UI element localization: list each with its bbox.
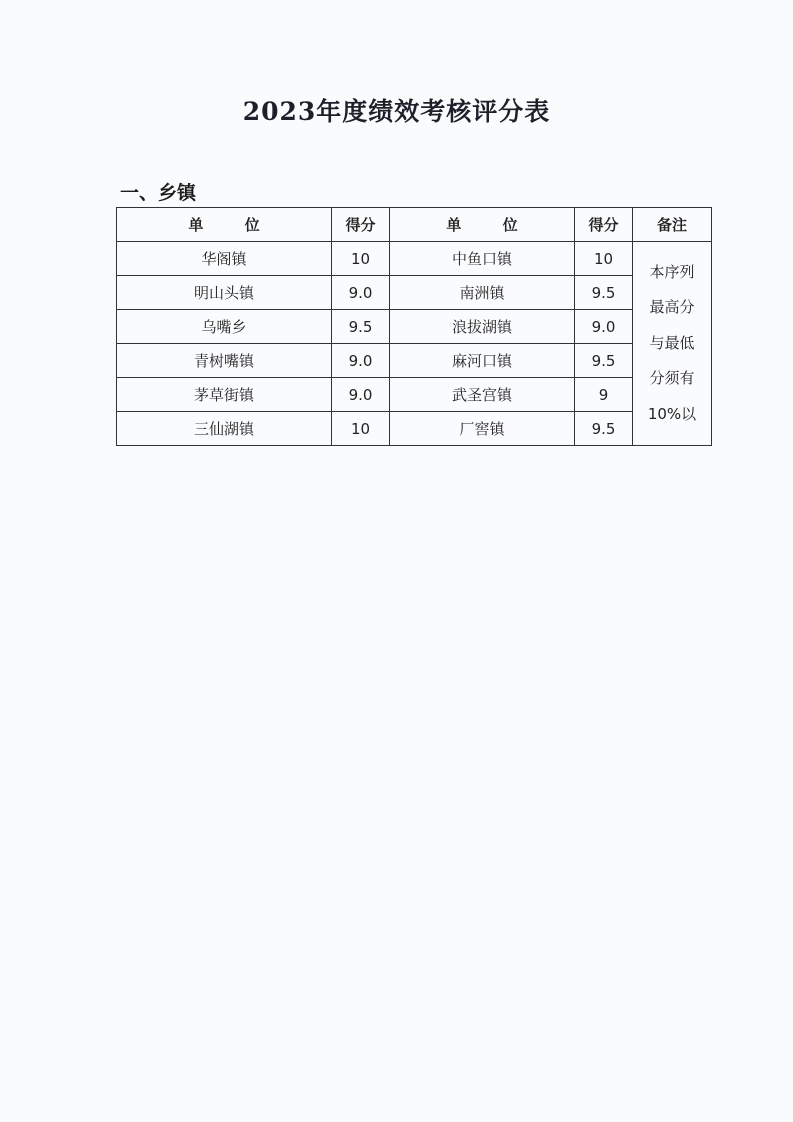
- score-table: [116, 207, 712, 446]
- score-value: 10: [575, 242, 633, 276]
- header-unit-right: 单 位: [390, 208, 575, 242]
- header-unit-left: 单 位: [117, 208, 332, 242]
- score-value: 9.0: [332, 276, 390, 310]
- header-note: 备注: [633, 208, 712, 242]
- note-line: 分须有: [649, 369, 695, 388]
- unit-name: 乌嘴乡: [117, 310, 332, 344]
- table-row: [117, 344, 712, 378]
- unit-name: 华阁镇: [117, 242, 332, 276]
- table-header-row: [117, 208, 712, 242]
- score-value: 9: [575, 378, 633, 412]
- score-value: 9.5: [575, 344, 633, 378]
- unit-name: 武圣宫镇: [390, 378, 575, 412]
- unit-name: 厂窖镇: [390, 412, 575, 446]
- note-line: 10%以: [647, 404, 697, 423]
- table-row: [117, 242, 712, 276]
- table-row: [117, 310, 712, 344]
- unit-name: 南洲镇: [390, 276, 575, 310]
- unit-name: 麻河口镇: [390, 344, 575, 378]
- table-row: [117, 412, 712, 446]
- score-value: 9.0: [332, 378, 390, 412]
- score-value: 9.5: [332, 310, 390, 344]
- page-title: 2023年度绩效考核评分表: [242, 97, 551, 126]
- score-value: 9.5: [575, 276, 633, 310]
- note-line: 与最低: [649, 333, 695, 352]
- unit-name: 茅草街镇: [117, 378, 332, 412]
- unit-name: 三仙湖镇: [117, 412, 332, 446]
- score-value: 9.0: [575, 310, 633, 344]
- table-row: [117, 276, 712, 310]
- score-value: 10: [332, 412, 390, 446]
- note-line: 最高分: [649, 298, 695, 317]
- section-heading: 一、乡镇: [120, 182, 197, 204]
- score-value: 9.5: [575, 412, 633, 446]
- header-score-left: 得分: [332, 208, 390, 242]
- unit-name: 中鱼口镇: [390, 242, 575, 276]
- unit-name: 青树嘴镇: [117, 344, 332, 378]
- score-value: 9.0: [332, 344, 390, 378]
- table-row: [117, 378, 712, 412]
- note-line: 本序列: [649, 262, 695, 281]
- header-score-right: 得分: [575, 208, 633, 242]
- unit-name: 明山头镇: [117, 276, 332, 310]
- note-cell: [633, 242, 712, 446]
- unit-name: 浪拔湖镇: [390, 310, 575, 344]
- score-value: 10: [332, 242, 390, 276]
